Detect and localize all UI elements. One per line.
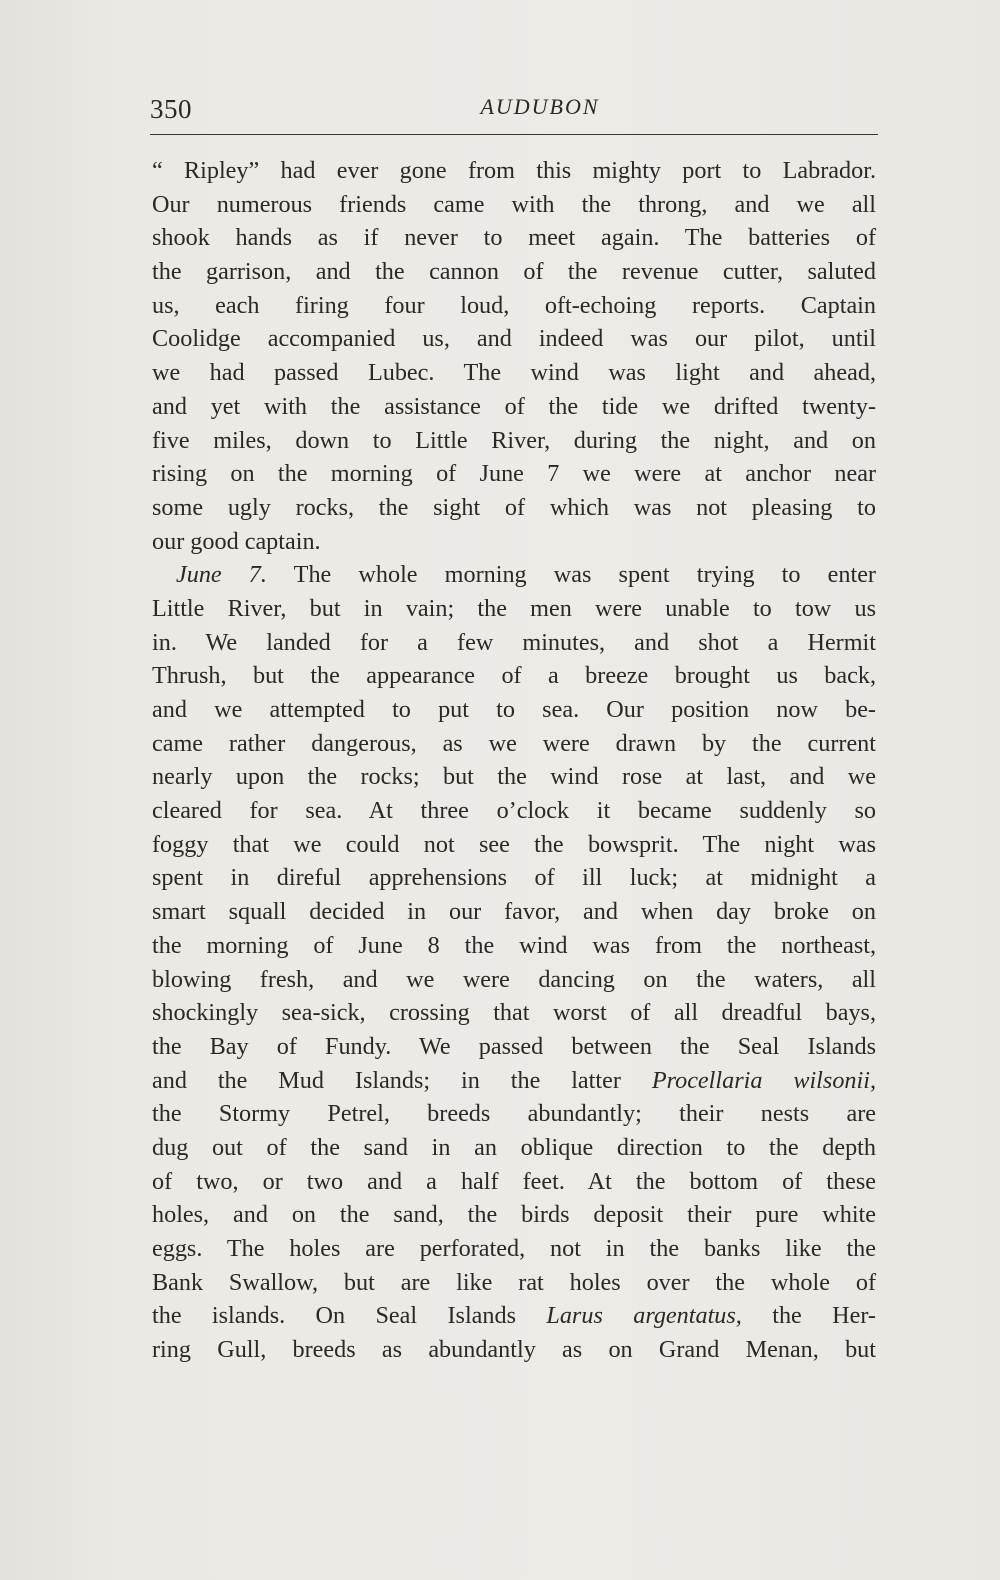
text-line: cleared for sea. At three o’clock it became suddenly so (152, 797, 876, 825)
text-line: some ugly rocks, the sight of which was not pleasing to (152, 493, 876, 521)
species-name: Procellaria wilsonii, (651, 1066, 876, 1094)
text-line: foggy that we could not see the bowsprit. The night was (152, 830, 876, 858)
text-line: shook hands as if never to meet again. The batteries of (152, 224, 876, 252)
text-line: and yet with the assistance of the tide we drifted twenty- (152, 392, 876, 420)
text-line: of two, or two and a half feet. At the bottom of these (152, 1167, 876, 1195)
text-line: spent in direful apprehensions of ill luck; at midnight a (152, 864, 876, 892)
text-line: shockingly sea-sick, crossing that worst of all dreadful bays, (152, 999, 876, 1027)
species-name: Larus argentatus, (546, 1302, 742, 1330)
text-line: five miles, down to Little River, during the night, and on (152, 426, 876, 454)
text-line: smart squall decided in our favor, and when day broke on (152, 898, 876, 926)
text-line: in. We landed for a few minutes, and shot a Hermit (152, 628, 876, 656)
text-line: Thrush, but the appearance of a breeze brought us back, (152, 662, 876, 690)
text-line: us, each firing four loud, oft-echoing reports. Captain (152, 291, 876, 319)
text-line: blowing fresh, and we were dancing on the waters, all (152, 965, 876, 993)
text-line: holes, and on the sand, the birds deposit their pure white (152, 1201, 876, 1229)
running-head: AUDUBON (480, 94, 600, 119)
text-line-dated (152, 558, 876, 592)
text-line: ring Gull, breeds as abundantly as on Grand Menan, but (152, 1336, 876, 1364)
page-number: 350 (150, 94, 192, 124)
text-line: “ Ripley” had ever gone from this mighty port to Labrador. (152, 157, 876, 184)
text-line: Coolidge accompanied us, and indeed was our pilot, until (152, 325, 876, 353)
text-fragment: the Her- (741, 1302, 876, 1330)
text-line-with-species (152, 1064, 876, 1098)
journal-date: June 7. (176, 561, 267, 589)
text-fragment: and the Mud Islands; in the latter (152, 1066, 652, 1094)
text-line: eggs. The holes are perforated, not in the banks like the (152, 1235, 876, 1262)
text-line: Bank Swallow, but are like rat holes over the whole of (152, 1268, 876, 1296)
text-line-with-species (152, 1299, 876, 1333)
text-line: the Stormy Petrel, breeds abundantly; their nests are (152, 1100, 876, 1128)
text-line: Little River, but in vain; the men were unable to tow us (152, 594, 876, 622)
text-line: rising on the morning of June 7 we were at anchor near (152, 460, 876, 488)
text-line: came rather dangerous, as we were drawn by the current (152, 729, 876, 757)
page-header (150, 88, 878, 128)
text-fragment: The whole morning was spent trying to enter (266, 561, 876, 589)
text-line: Our numerous friends came with the throng, and we all (152, 190, 876, 218)
text-line: we had passed Lubec. The wind was light and ahead, (152, 359, 876, 387)
text-line: and we attempted to put to sea. Our position now be- (152, 696, 876, 723)
header-rule (150, 134, 878, 135)
paragraph-end-line: our good captain. (152, 527, 321, 555)
text-line: nearly upon the rocks; but the wind rose at last, and we (152, 763, 876, 791)
text-line: dug out of the sand in an oblique direction to the depth (152, 1133, 876, 1161)
text-line: the Bay of Fundy. We passed between the Seal Islands (152, 1032, 876, 1060)
text-line: the garrison, and the cannon of the revenue cutter, saluted (152, 258, 876, 286)
text-line: the morning of June 8 the wind was from the northeast, (152, 931, 876, 959)
body-text (152, 154, 876, 1367)
text-fragment: the islands. On Seal Islands (152, 1302, 547, 1330)
